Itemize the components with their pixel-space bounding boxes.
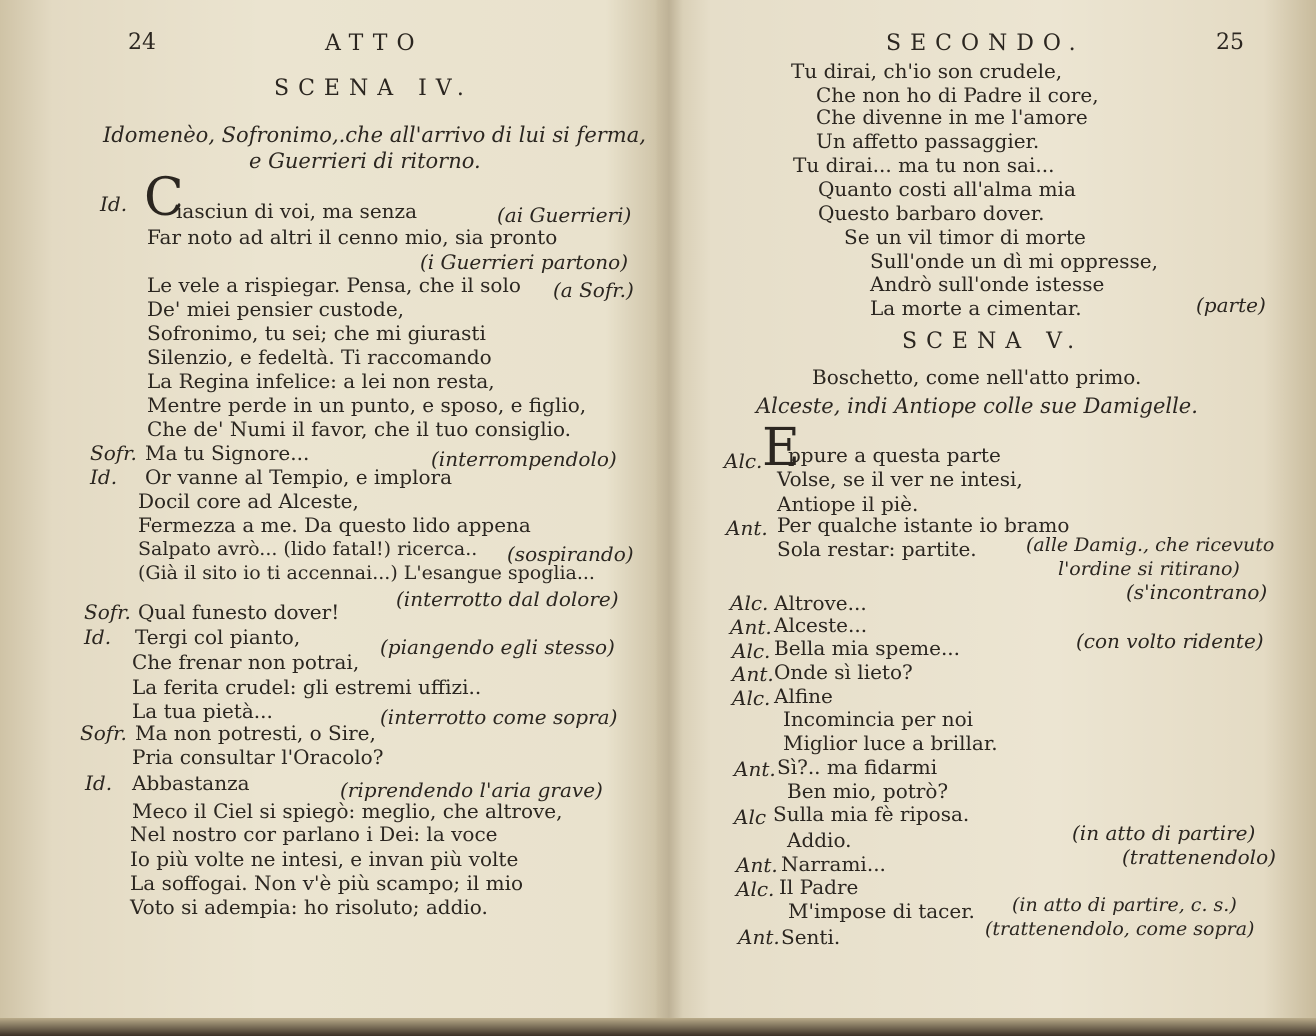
verse-line: Le vele a rispiegar. Pensa, che il solo	[147, 273, 521, 297]
verse-line: Il Padre	[779, 875, 859, 899]
scene-title: SCENA IV.	[274, 76, 473, 101]
verse-line: Salpato avrò... (lido fatal!) ricerca..	[138, 538, 478, 560]
stage-direction: (i Guerrieri partono)	[420, 250, 629, 274]
aria-line: Che divenne in me l'amore	[816, 105, 1088, 129]
drop-cap: E	[762, 418, 800, 478]
scene-setting: Boschetto, come nell'atto primo.	[812, 365, 1142, 389]
verse-line: Mentre perde in un punto, e sposo, e figlio,	[147, 393, 587, 417]
stage-direction: l'ordine si ritirano)	[1058, 558, 1240, 580]
aria-line: Andrò sull'onde istesse	[870, 272, 1105, 296]
speaker-label: Ant.	[736, 853, 778, 877]
verse-line: Qual funesto dover!	[138, 600, 340, 624]
stage-direction: (in atto di partire, c. s.)	[1012, 894, 1237, 916]
verse-line: La tua pietà...	[132, 699, 273, 723]
speaker-label: Alc.	[736, 877, 775, 901]
speaker-label: Alc.	[732, 639, 771, 663]
speaker-label: Ant.	[732, 662, 774, 686]
verse-line: Sofronimo, tu sei; che mi giurasti	[147, 321, 486, 345]
verse-line: Meco il Ciel si spiegò: meglio, che altrove,	[132, 799, 563, 823]
verse-line: Tergi col pianto,	[135, 625, 301, 649]
verse-line: M'impose di tacer.	[788, 899, 975, 923]
verse-line: Pria consultar l'Oracolo?	[132, 745, 384, 769]
speaker-label: Alc.	[724, 449, 763, 473]
stage-direction: (a Sofr.)	[553, 278, 634, 302]
drop-cap: C	[144, 168, 184, 228]
verse-line: Narrami...	[781, 852, 886, 876]
aria-line: Se un vil timor di morte	[844, 225, 1086, 249]
stage-direction: (in atto di partire)	[1072, 821, 1256, 845]
verse-line: Ma non potresti, o Sire,	[135, 721, 376, 745]
stage-direction: (piangendo egli stesso)	[380, 635, 615, 659]
verse-line: Altrove...	[774, 591, 867, 615]
verse-line: La soffogai. Non v'è più scampo; il mio	[130, 871, 524, 895]
scene-title: SCENA V.	[902, 329, 1084, 354]
scene-characters: Alceste, indi Antiope colle sue Damigelle.	[756, 394, 1198, 418]
verse-line: La Regina infelice: a lei non resta,	[147, 369, 495, 393]
verse-line: Ben mio, potrò?	[787, 779, 949, 803]
verse-line: Docil core ad Alceste,	[138, 489, 359, 513]
verse-line: Sulla mia fè riposa.	[773, 802, 970, 826]
verse-line: ppure a questa parte	[788, 443, 1001, 467]
verse-line: Che frenar non potrai,	[132, 650, 360, 674]
verse-line: Alceste...	[774, 613, 868, 637]
stage-direction: (sospirando)	[507, 542, 634, 566]
speaker-label: Alc.	[732, 686, 771, 710]
stage-direction: (trattenendolo)	[1122, 845, 1276, 869]
running-head: SECONDO.	[886, 31, 1085, 56]
aria-line: Sull'onde un dì mi oppresse,	[870, 249, 1158, 273]
stage-direction: (interrotto come sopra)	[380, 705, 618, 729]
verse-line: Sì?.. ma fidarmi	[777, 755, 938, 779]
aria-line: Tu dirai, ch'io son crudele,	[791, 59, 1063, 83]
verse-line: Io più volte ne intesi, e invan più volte	[130, 847, 519, 871]
speaker-label: Ant.	[734, 757, 776, 781]
speaker-label: Ant.	[726, 516, 768, 540]
aria-line: Un affetto passaggier.	[816, 129, 1040, 153]
stage-direction: (alle Damig., che ricevuto	[1026, 534, 1275, 556]
speaker-label: Id.	[84, 625, 112, 649]
verse-line: Antiope il piè.	[777, 492, 919, 516]
verse-line: La ferita crudel: gli estremi uffizi..	[132, 675, 482, 699]
verse-line: Senti.	[781, 925, 841, 949]
speaker-label: Id.	[85, 771, 113, 795]
verse-line: iasciun di voi, ma senza	[176, 199, 417, 223]
verse-line: Incomincia per noi	[783, 707, 974, 731]
aria-line: Tu dirai... ma tu non sai...	[793, 153, 1055, 177]
verse-line: Che de' Numi il favor, che il tuo consiglio.	[147, 417, 572, 441]
verse-line: Per qualche istante io bramo	[777, 513, 1070, 537]
right-page	[660, 0, 1316, 1018]
verse-line: Sola restar: partite.	[777, 537, 977, 561]
speaker-label: Id.	[100, 192, 128, 216]
verse-line: Far noto ad altri il cenno mio, sia pronto	[147, 225, 558, 249]
scene-description: Idomenèo, Sofronimo,.che all'arrivo di lui si ferma,	[103, 123, 646, 147]
aria-line: La morte a cimentar.	[870, 296, 1082, 320]
page-number: 25	[1216, 30, 1244, 55]
verse-line: Or vanne al Tempio, e implora	[145, 465, 452, 489]
speaker-label: Alc	[734, 805, 767, 829]
aria-line: Questo barbaro dover.	[818, 201, 1045, 225]
left-page	[0, 0, 660, 1018]
verse-line: Miglior luce a brillar.	[783, 731, 998, 755]
speaker-label: Sofr.	[84, 600, 131, 624]
stage-direction: (interrompendolo)	[431, 447, 617, 471]
aria-line: Che non ho di Padre il core,	[816, 83, 1099, 107]
page-bottom-edge	[0, 1018, 1316, 1036]
stage-direction: (con volto ridente)	[1076, 629, 1264, 653]
speaker-label: Id.	[90, 465, 118, 489]
verse-line: Alfine	[774, 684, 833, 708]
running-head: ATTO	[325, 31, 424, 56]
verse-line: Voto si adempia: ho risoluto; addio.	[130, 895, 488, 919]
stage-direction: (ai Guerrieri)	[497, 203, 632, 227]
verse-line: Onde sì lieto?	[774, 660, 913, 684]
verse-line: Nel nostro cor parlano i Dei: la voce	[130, 822, 498, 846]
verse-line: Silenzio, e fedeltà. Ti raccomando	[147, 345, 492, 369]
verse-line: Abbastanza	[132, 771, 250, 795]
verse-line: Bella mia speme...	[774, 636, 961, 660]
aria-line: Quanto costi all'alma mia	[818, 177, 1076, 201]
stage-direction: (parte)	[1196, 293, 1266, 317]
verse-line: Ma tu Signore...	[145, 441, 310, 465]
verse-line: Addio.	[787, 828, 852, 852]
speaker-label: Sofr.	[80, 721, 127, 745]
verse-line: (Già il sito io ti accennai...) L'esangue spoglia...	[138, 562, 595, 584]
verse-line: Fermezza a me. Da questo lido appena	[138, 513, 531, 537]
speaker-label: Alc.	[730, 591, 769, 615]
stage-direction: (s'incontrano)	[1126, 580, 1268, 604]
scene-description: e Guerrieri di ritorno.	[249, 149, 481, 173]
stage-direction: (trattenendolo, come sopra)	[985, 918, 1255, 940]
speaker-label: Ant.	[738, 925, 780, 949]
verse-line: De' miei pensier custode,	[147, 297, 405, 321]
speaker-label: Sofr.	[90, 441, 137, 465]
speaker-label: Ant.	[730, 615, 772, 639]
stage-direction: (riprendendo l'aria grave)	[340, 778, 603, 802]
page-number: 24	[128, 30, 156, 55]
verse-line: Volse, se il ver ne intesi,	[777, 467, 1023, 491]
stage-direction: (interrotto dal dolore)	[396, 587, 619, 611]
